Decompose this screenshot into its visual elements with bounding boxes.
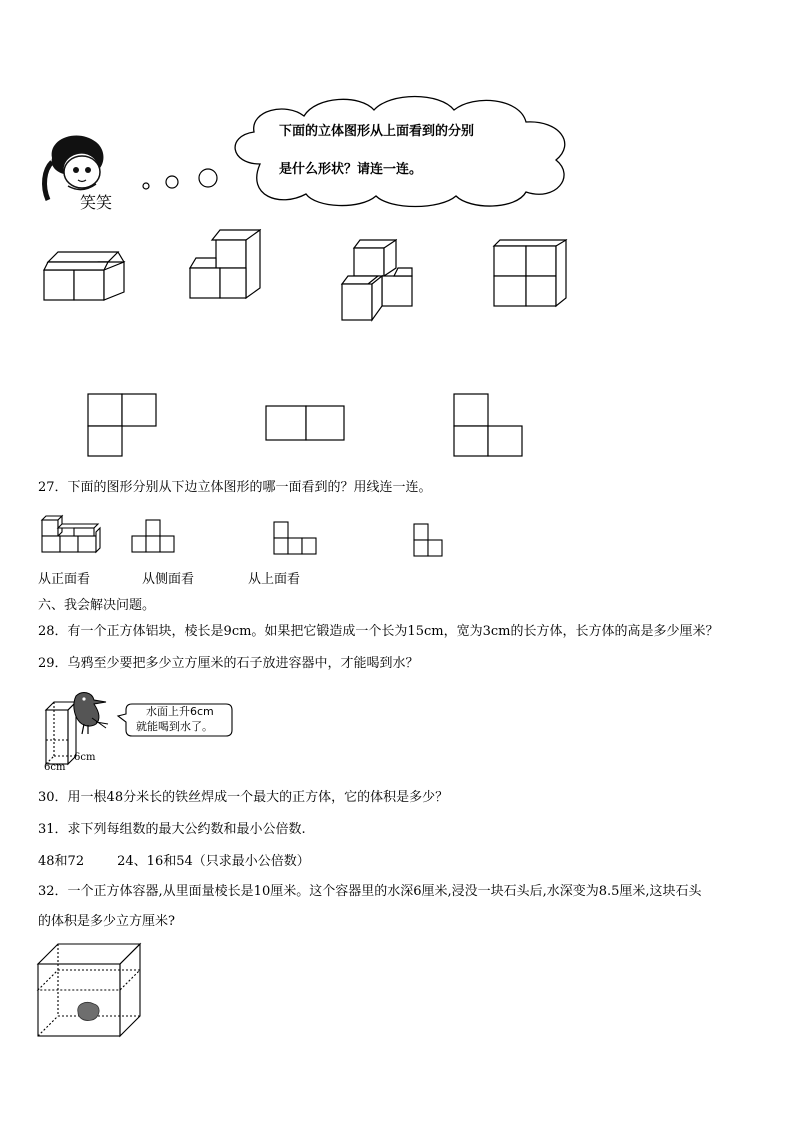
bubble-line-2: 就能喝到水了。 (136, 720, 213, 733)
q27-view-a (130, 518, 180, 554)
solid-shape-3 (338, 236, 418, 326)
cloud-line-1: 下面的立体图形从上面看到的分别 (279, 124, 475, 139)
cloud-shape (220, 92, 580, 210)
girl-name-label: 笑笑 (80, 193, 113, 212)
section-6-heading: 六、我会解决问题。 (38, 598, 156, 613)
label-top-view: 从上面看 (248, 572, 301, 587)
solid-shape-4 (490, 236, 570, 310)
label-front-view: 从正面看 (38, 572, 91, 587)
question-32-line-2: 的体积是多少立方厘米? (38, 914, 175, 929)
top-view-3 (452, 392, 526, 458)
crow-icon (66, 688, 126, 738)
question-30: 30．用一根48分米长的铁丝焊成一个最大的正方体，它的体积是多少？ (38, 790, 449, 805)
solid-shape-1 (40, 246, 130, 306)
question-29: 29．乌鸦至少要把多少立方厘米的石子放进容器中，才能喝到水？ (38, 656, 419, 671)
thought-bubbles (138, 160, 228, 200)
question-32-line-1: 32．一个正方体容器,从里面量棱长是10厘米。这个容器里的水深6厘米,浸没一块石头后,水深变为8.5厘米,这块石头 (38, 884, 702, 899)
question-27: 27．下面的图形分别从下边立体图形的哪一面看到的？用线连一连。 (38, 480, 432, 495)
bubble-line-1: 水面上升6cm (146, 705, 214, 718)
question-31: 31．求下列每组数的最大公约数和最小公倍数. (38, 822, 306, 837)
question-28: 28．有一个正方体铝块，棱长是9cm。如果把它锻造成一个长为15cm，宽为3cm的长方体，长方体的高是多少厘米？ (38, 624, 719, 639)
top-view-2 (264, 404, 348, 444)
question-31-items: 48和72 24、16和54（只求最小公倍数） (38, 854, 310, 869)
dim-depth-label: 6cm (74, 752, 96, 763)
water-container (36, 940, 146, 1040)
top-view-1 (86, 392, 158, 458)
cloud-line-2: 是什么形状？请连一连。 (279, 162, 423, 177)
label-side-view: 从侧面看 (142, 572, 195, 587)
q27-view-c (412, 522, 452, 560)
q27-view-b (272, 520, 322, 556)
dim-width-label: 6cm (44, 762, 66, 773)
q27-solid (38, 514, 102, 556)
solid-shape-2 (186, 226, 266, 302)
